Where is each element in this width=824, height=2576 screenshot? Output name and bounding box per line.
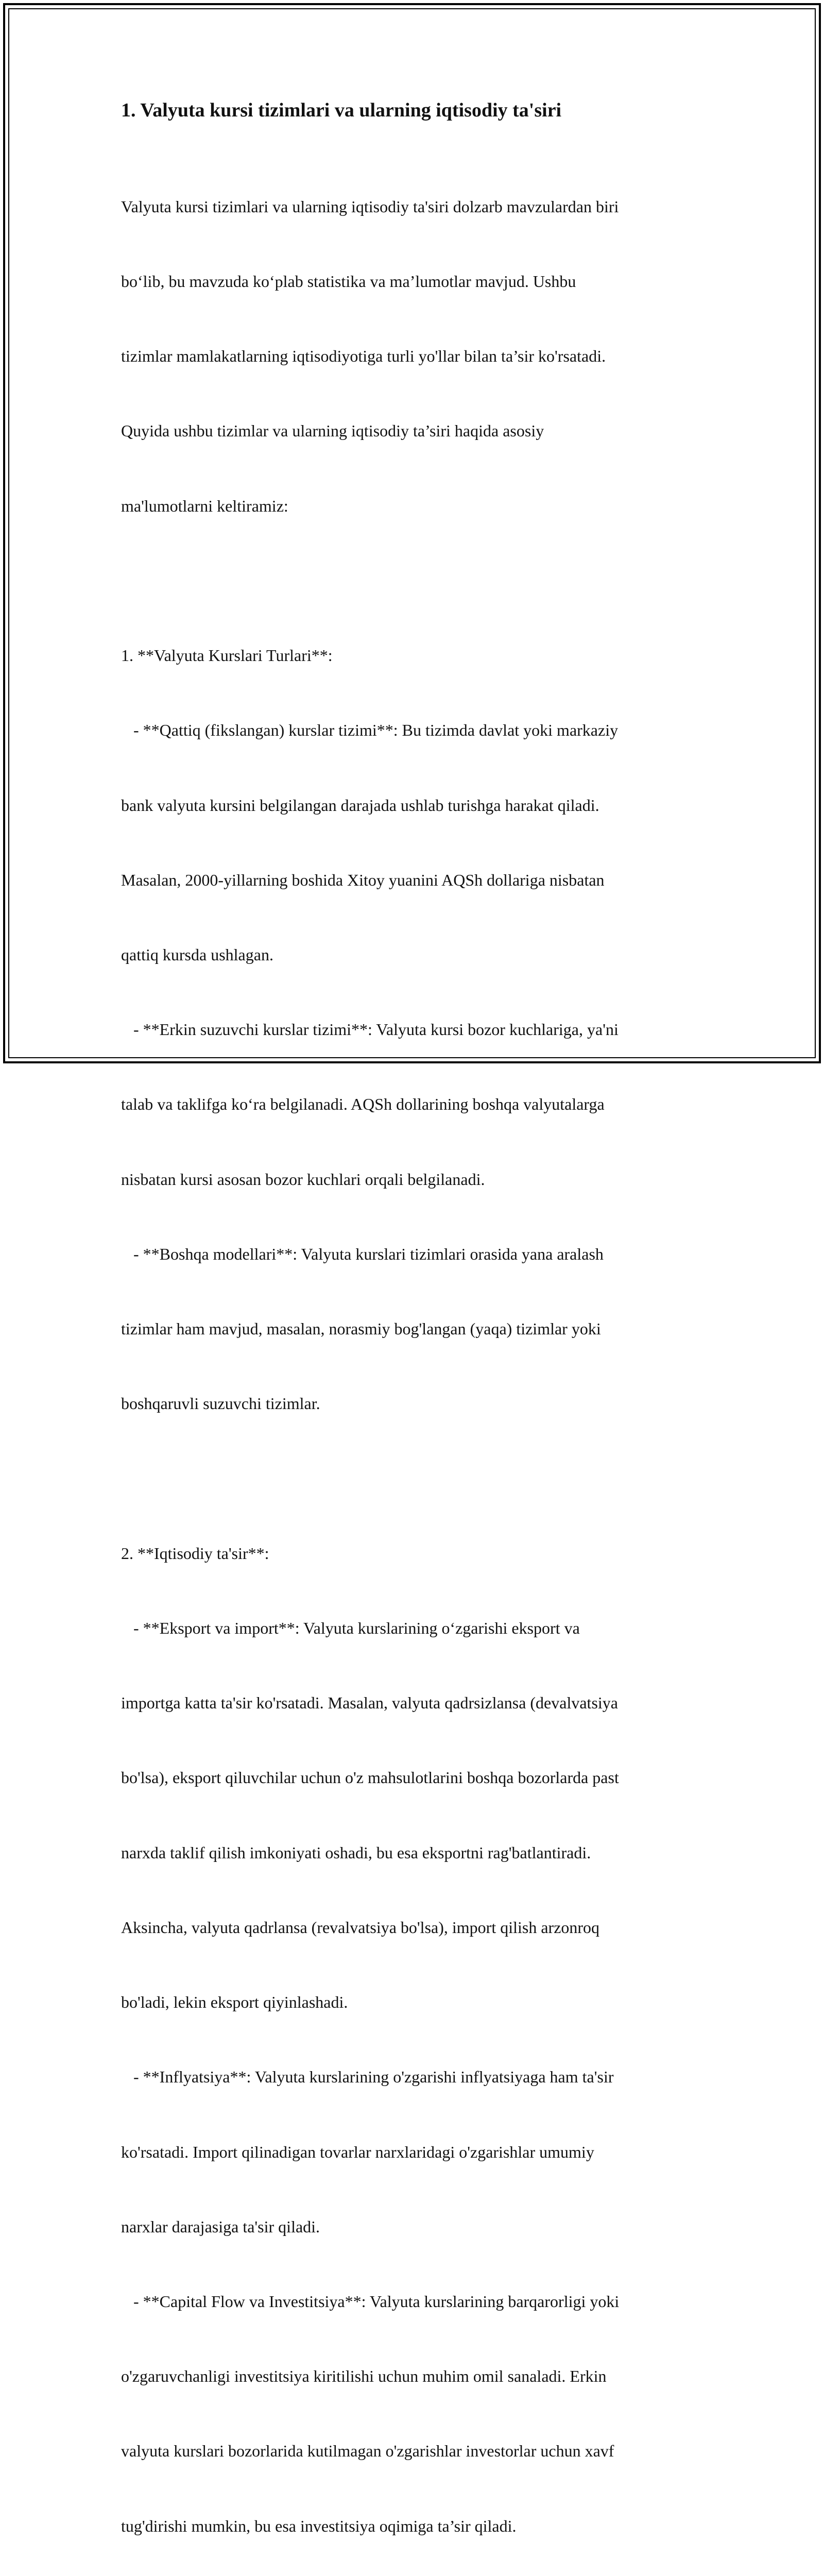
text-line: Masalan, 2000-yillarning boshida Xitoy yuanini AQSh dollariga nisbatan [121,870,605,889]
document-page [121,96,708,2576]
text-line: narxda taklif qilish imkoniyati oshadi, bu esa eksportni rag'batlantiradi. [121,1843,591,1862]
text-line: ko'rsatadi. Import qilinadigan tovarlar narxlaridagi o'zgarishlar umumiy [121,2142,594,2161]
text-line: bank valyuta kursini belgilangan darajada ushlab turishga harakat qiladi. [121,795,599,815]
text-line: - **Erkin suzuvchi kurslar tizimi**: Valyuta kursi bozor kuchlariga, ya'ni [121,1020,619,1039]
text-line: talab va taklifga ko‘ra belgilanadi. AQSh dollarining boshqa valyutalarga [121,1095,605,1114]
blank-line [121,1466,708,1491]
text-line: Quyida ushbu tizimlar va ularning iqtisodiy ta’siri haqida asosiy [121,421,544,440]
text-line: importga katta ta'sir ko'rsatadi. Masalan, valyuta qadrsizlansa (devalvatsiya [121,1693,618,1713]
text-line: tizimlar mamlakatlarning iqtisodiyotiga turli yo'llar bilan ta’sir ko'rsatadi. [121,347,606,366]
blank-line [121,568,708,593]
text-line: qattiq kursda ushlagan. [121,945,273,964]
text-line: - **Eksport va import**: Valyuta kurslarining o‘zgarishi eksport va [121,1618,580,1637]
text-line: bo‘lib, bu mavzuda ko‘plab statistika va ma’lumotlar mavjud. Ushbu [121,272,576,291]
text-line: nisbatan kursi asosan bozor kuchlari orqali belgilanadi. [121,1170,485,1189]
text-line: - **Capital Flow va Investitsiya**: Valyuta kurslarining barqarorligi yoki [121,2292,620,2311]
text-line: 1. **Valyuta Kurslari Turlari**: [121,646,333,665]
text-line: ma'lumotlarni keltiramiz: [121,496,288,515]
document-body [121,144,708,2576]
text-line: - **Inflyatsiya**: Valyuta kurslarining o'zgarishi inflyatsiyaga ham ta'sir [121,2067,614,2087]
text-line: o'zgaruvchanligi investitsiya kiritilishi uchun muhim omil sanaladi. Erkin [121,2367,607,2386]
text-line: valyuta kurslari bozorlarida kutilmagan o'zgarishlar investorlar uchun xavf [121,2442,614,2461]
document-title: 1. Valyuta kursi tizimlari va ularning iqtisodiy ta'siri [121,99,562,121]
text-line: tug'dirishi mumkin, bu esa investitsiya oqimiga ta’sir qiladi. [121,2516,517,2535]
text-line: tizimlar ham mavjud, masalan, norasmiy bog'langan (yaqa) tizimlar yoki [121,1319,601,1338]
text-line: - **Boshqa modellari**: Valyuta kurslari tizimlari orasida yana aralash [121,1244,604,1263]
text-line: - **Qattiq (fikslangan) kurslar tizimi**: Bu tizimda davlat yoki markaziy [121,721,619,740]
text-line: bo'ladi, lekin eksport qiyinlashadi. [121,1993,348,2012]
text-line: Aksincha, valyuta qadrlansa (revalvatsiya bo'lsa), import qilish arzonroq [121,1918,600,1937]
text-line: 2. **Iqtisodiy ta'sir**: [121,1544,269,1563]
text-line: narxlar darajasiga ta'sir qiladi. [121,2217,320,2236]
text-line: boshqaruvli suzuvchi tizimlar. [121,1394,320,1413]
text-line: Valyuta kursi tizimlari va ularning iqtisodiy ta'siri dolzarb mavzulardan biri [121,197,619,216]
text-line: bo'lsa), eksport qiluvchilar uchun o'z mahsulotlarini boshqa bozorlarda past [121,1768,619,1787]
